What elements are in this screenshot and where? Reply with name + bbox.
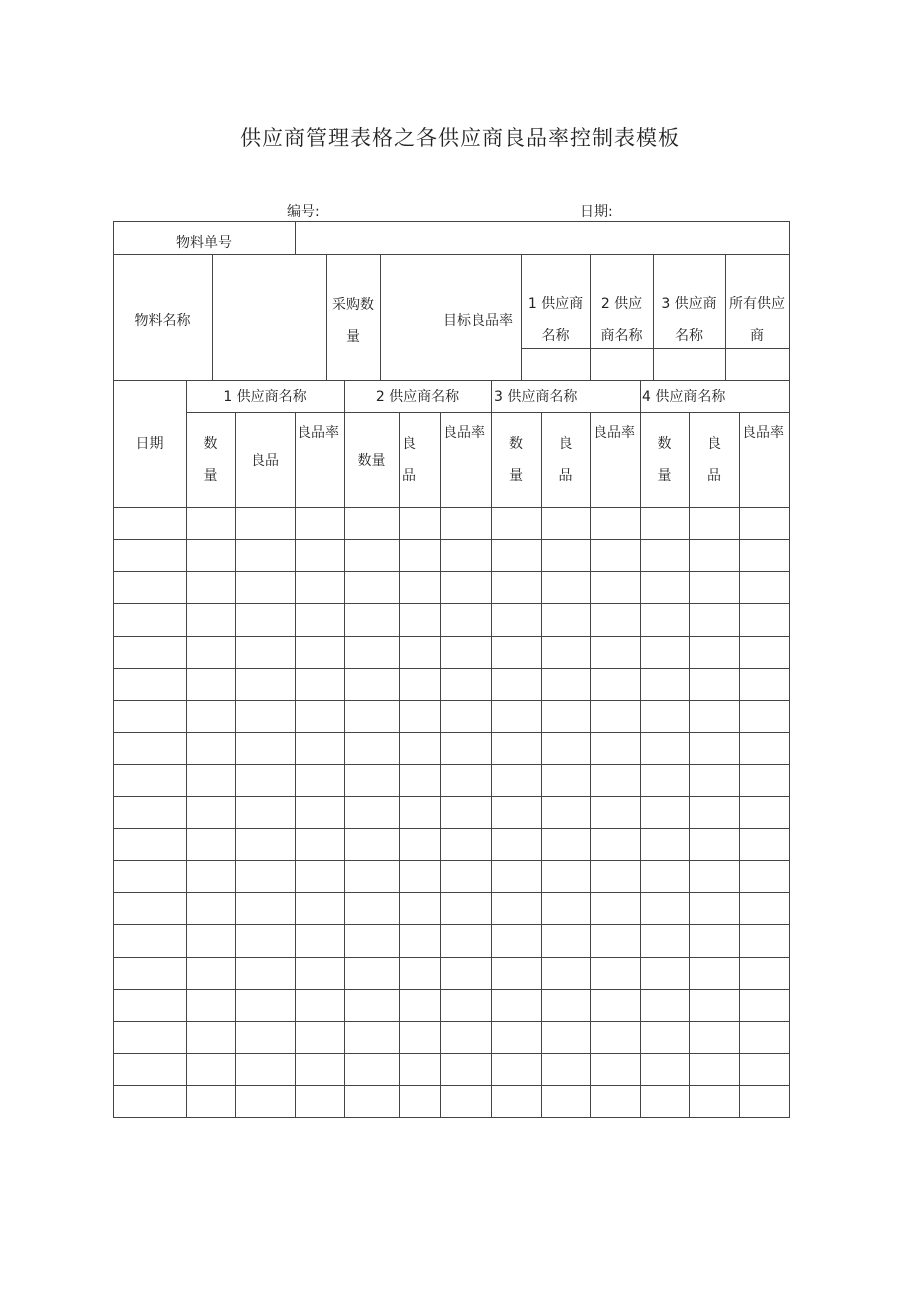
table-row-line [113,700,790,701]
supplier-3-name-header [653,288,725,352]
s2-qty-header: 数量 [357,453,386,469]
supplier-2-group-header: 2 供应商名称 [375,389,460,405]
grid-line [295,412,296,1118]
supplier-1-name-header [521,288,590,352]
s3-qty-line-2: 量 [509,468,523,484]
grid-line [440,412,441,1118]
supplier-2-name-line-1: 2 供应 [600,296,643,312]
grid-line [113,221,114,1118]
s4-qty-line-1: 数 [657,436,672,452]
s2-good-line-2: 品 [402,468,416,484]
table-row-line [113,796,790,797]
date-column-header: 日期 [135,436,164,452]
document-title: 供应商管理表格之各供应商良品率控制表模板 [240,126,680,150]
grid-line [380,254,381,380]
supplier-4-group-header: 4 供应商名称 [642,389,726,405]
s1-qty-line-1: 数 [203,436,218,452]
table-row-line [113,892,790,893]
grid-line [113,221,790,222]
all-suppliers-line-2: 商 [750,328,764,344]
table-row-line [113,860,790,861]
supplier-3-name-line-1: 3 供应商 [661,296,717,312]
target-rate-label: 目标良品率 [443,313,513,329]
supplier-2-name-header [590,288,653,352]
table-row-line [113,924,790,925]
s4-good-line-1: 良 [707,436,721,452]
s4-qty-header [640,428,689,492]
s3-qty-header [491,428,541,492]
grid-line [235,412,236,1118]
grid-line [789,221,790,1118]
grid-line [399,412,400,1118]
grid-line [186,412,790,413]
grid-line [113,380,790,381]
supplier-2-name-line-2: 商名称 [600,328,643,344]
table-row-line [113,1085,790,1086]
grid-line [344,380,345,1118]
s1-rate-header: 良品率 [297,425,339,441]
purchase-qty-line-2: 量 [346,329,360,345]
table-row-line [113,636,790,637]
table-row-line [113,668,790,669]
s1-qty-header [186,428,235,492]
grid-line [689,412,690,1118]
s2-rate-header: 良品率 [443,425,485,441]
grid-line [113,254,790,255]
grid-line [590,412,591,1118]
table-row-line [113,603,790,604]
table-row-line [113,1021,790,1022]
s3-good-line-1: 良 [558,436,573,452]
supplier-1-group-header: 1 供应商名称 [223,389,307,405]
grid-line [739,412,740,1118]
s3-good-header [541,428,590,492]
supplier-3-name-line-2: 名称 [675,328,703,344]
s3-qty-line-1: 数 [509,436,523,452]
table-row-line [113,764,790,765]
s1-qty-line-2: 量 [203,468,218,484]
purchase-qty-label [326,289,380,353]
table-row-line [113,571,790,572]
table-row-line [113,539,790,540]
number-label: 编号: [287,204,320,220]
s4-qty-line-2: 量 [657,468,672,484]
s3-good-line-2: 品 [558,468,573,484]
grid-line [212,254,213,380]
all-suppliers-header [725,288,789,352]
grid-line [541,412,542,1118]
grid-line [295,221,296,254]
supplier-3-group-header: 3 供应商名称 [494,389,578,405]
table-row-line [113,1117,790,1118]
table-row-line [113,828,790,829]
all-suppliers-line-1: 所有供应 [729,296,785,312]
material-no-label: 物料单号 [176,235,232,251]
s4-rate-header: 良品率 [742,425,784,441]
supplier-1-name-line-1: 1 供应商 [527,296,584,312]
purchase-qty-line-1: 采购数 [332,297,374,313]
s2-good-line-1: 良 [402,436,416,452]
s3-rate-header: 良品率 [593,425,635,441]
supplier-1-name-line-2: 名称 [541,328,570,344]
s2-good-header [399,428,419,492]
date-label: 日期: [580,204,613,220]
s4-good-header [689,428,739,492]
table-row-line [113,732,790,733]
table-row-line [113,957,790,958]
table-row-line [113,989,790,990]
table-row-line [113,1053,790,1054]
material-name-label: 物料名称 [134,313,191,329]
s1-good-header: 良品 [251,453,279,469]
s4-good-line-2: 品 [707,468,721,484]
